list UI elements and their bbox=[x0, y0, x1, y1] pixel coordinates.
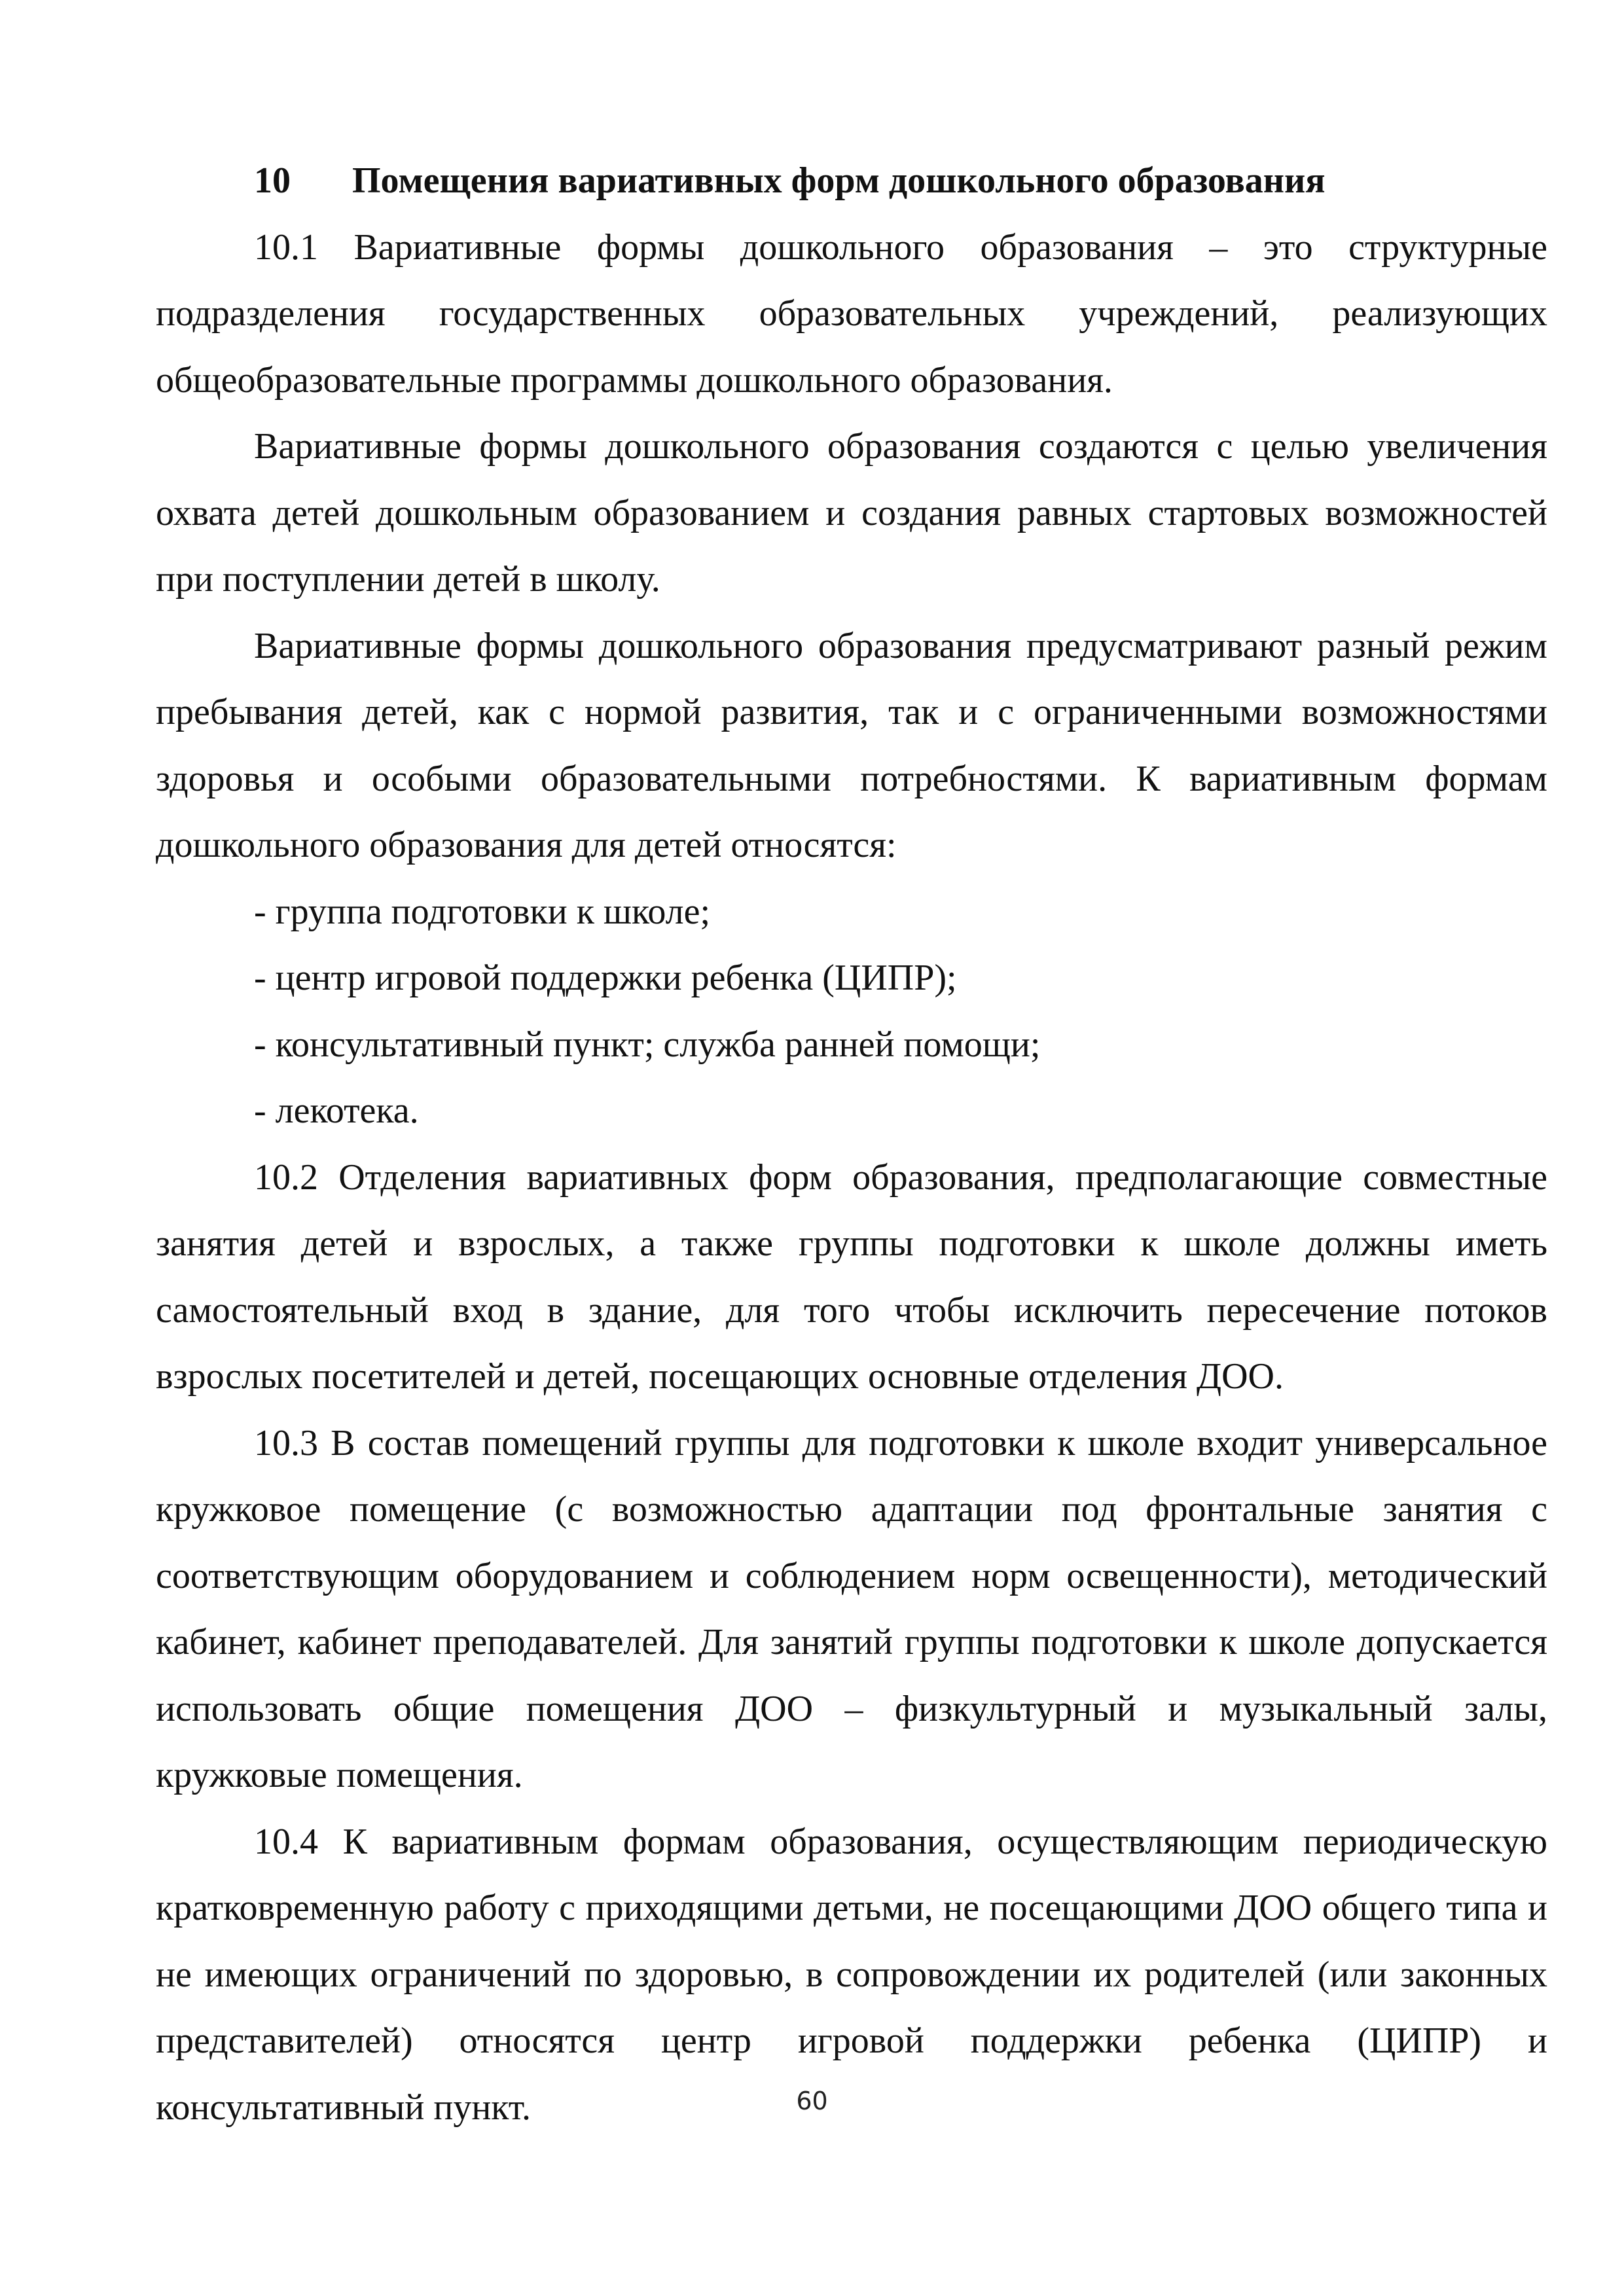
document-body bbox=[156, 148, 1547, 2141]
page-number: 60 bbox=[796, 2087, 828, 2115]
paragraph-10-1: 10.1 Вариативные формы дошкольного образования – это структурные подразделения государственных образовательных учреждений, реализующих общеобразовательные программы дошкольного образования. bbox=[156, 226, 1547, 401]
paragraph-purpose: Вариативные формы дошкольного образования создаются с целью увеличения охвата детей дошкольным образованием и создания равных стартовых возможностей при поступлении детей в школу. bbox=[156, 426, 1547, 600]
list-item: - центр игровой поддержки ребенка (ЦИПР); bbox=[254, 958, 957, 998]
paragraph-10-3: 10.3 В состав помещений группы для подготовки к школе входит универсальное кружковое помещение (с возможностью адаптации под фронтальные занятия с соответствующим оборудованием и соблюдением норм освещенности), методический кабинет, кабинет преподавателей. Для занятий группы подготовки к школе допускается использовать общие помещения ДОО – физкультурный и музыкальный залы, кружковые помещения. bbox=[156, 1422, 1547, 1795]
list-item: - группа подготовки к школе; bbox=[254, 891, 711, 932]
paragraph-10-4: 10.4 К вариативным формам образования, осуществляющим периодическую кратковременную работу с приходящими детьми, не посещающими ДОО общего типа и не имеющих ограничений по здоровью, в сопровождении их родителей (или законных представителей) относятся центр игровой поддержки ребенка (ЦИПР) и консультативный пункт. bbox=[156, 1821, 1547, 2128]
paragraph-10-2: 10.2 Отделения вариативных форм образования, предполагающие совместные занятия детей и взрослых, а также группы подготовки к школе должны иметь самостоятельный вход в здание, для того чтобы исключить пересечение потоков взрослых посетителей и детей, посещающих основные отделения ДОО. bbox=[156, 1157, 1547, 1397]
paragraph-modes: Вариативные формы дошкольного образования предусматривают разный режим пребывания детей, как с нормой развития, так и с ограниченными возможностями здоровья и особыми образовательными потребностями. К вариативным формам дошкольного образования для детей относятся: bbox=[156, 625, 1547, 865]
section-number: 10 bbox=[254, 160, 291, 201]
list-item: - лекотека. bbox=[254, 1090, 419, 1131]
list-item: - консультативный пункт; служба ранней помощи; bbox=[254, 1024, 1041, 1065]
section-title: Помещения вариативных форм дошкольного образования bbox=[352, 160, 1326, 201]
section-heading bbox=[156, 148, 1547, 215]
